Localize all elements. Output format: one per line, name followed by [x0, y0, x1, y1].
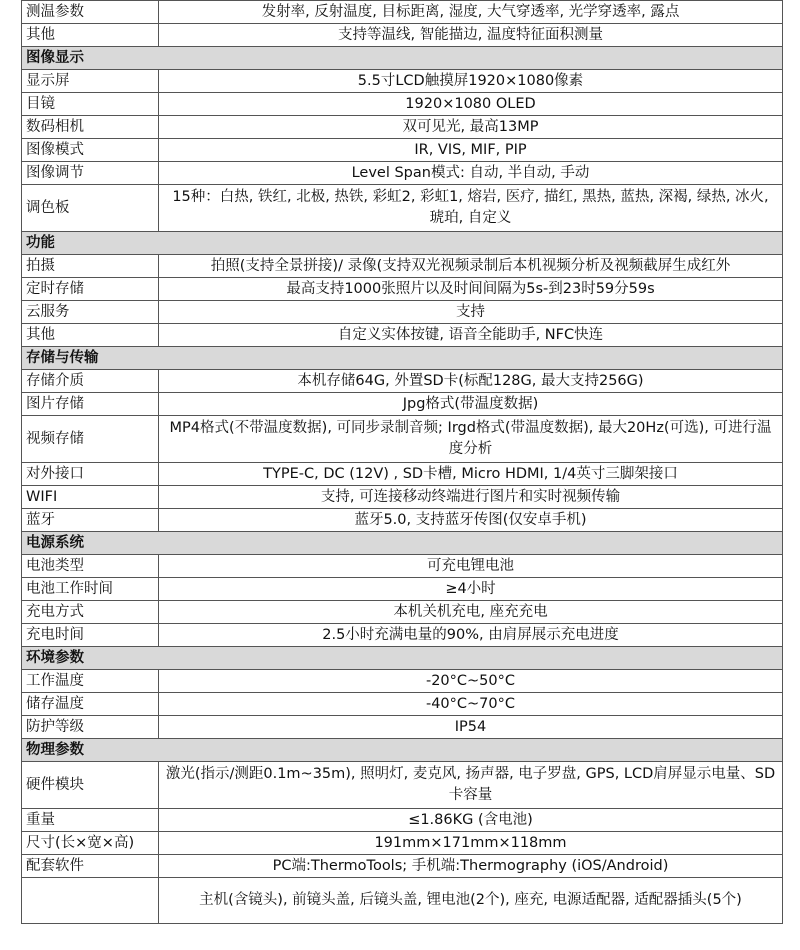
spec-label	[22, 878, 159, 924]
spec-value: MP4格式(不带温度数据), 可同步录制音频; Irgd格式(带温度数据), 最大20Hz(可选), 可进行温度分析	[159, 416, 783, 463]
spec-row	[22, 1, 783, 24]
spec-value: 蓝牙5.0, 支持蓝牙传图(仅安卓手机)	[159, 509, 783, 532]
spec-value: TYPE-C, DC (12V) , SD卡槽, Micro HDMI, 1/4英寸三脚架接口	[159, 463, 783, 486]
section-header-row	[22, 347, 783, 370]
spec-label: 调色板	[22, 185, 159, 232]
spec-value: IP54	[159, 716, 783, 739]
section-title: 功能	[22, 232, 783, 255]
spec-label: 定时存储	[22, 278, 159, 301]
spec-value: PC端:ThermoTools; 手机端:Thermography (iOS/Android)	[159, 855, 783, 878]
spec-row	[22, 24, 783, 47]
spec-label: 防护等级	[22, 716, 159, 739]
spec-label: 其他	[22, 24, 159, 47]
section-title: 图像显示	[22, 47, 783, 70]
spec-value: -20°C~50°C	[159, 670, 783, 693]
section-title: 存储与传输	[22, 347, 783, 370]
section-title: 物理参数	[22, 739, 783, 762]
spec-table-body	[22, 1, 783, 924]
spec-value: 本机关机充电, 座充充电	[159, 601, 783, 624]
spec-value: ≥4小时	[159, 578, 783, 601]
spec-row	[22, 393, 783, 416]
spec-value: 1920×1080 OLED	[159, 93, 783, 116]
spec-row	[22, 716, 783, 739]
spec-value: 2.5小时充满电量的90%, 由肩屏展示充电进度	[159, 624, 783, 647]
spec-row	[22, 509, 783, 532]
spec-value: 主机(含镜头), 前镜头盖, 后镜头盖, 锂电池(2个), 座充, 电源适配器, 适配器插头(5个)	[159, 878, 783, 924]
spec-row	[22, 301, 783, 324]
spec-row	[22, 139, 783, 162]
spec-row	[22, 416, 783, 463]
section-header-row	[22, 232, 783, 255]
spec-value: IR, VIS, MIF, PIP	[159, 139, 783, 162]
spec-value: Level Span模式: 自动, 半自动, 手动	[159, 162, 783, 185]
spec-row	[22, 93, 783, 116]
spec-label: 充电时间	[22, 624, 159, 647]
spec-label: 目镜	[22, 93, 159, 116]
spec-row	[22, 70, 783, 93]
spec-row	[22, 486, 783, 509]
spec-label: 配套软件	[22, 855, 159, 878]
spec-row	[22, 624, 783, 647]
spec-label: 充电方式	[22, 601, 159, 624]
spec-value: -40°C~70°C	[159, 693, 783, 716]
spec-label: 数码相机	[22, 116, 159, 139]
spec-label: 拍摄	[22, 255, 159, 278]
spec-label: 测温参数	[22, 1, 159, 24]
spec-label: 图像调节	[22, 162, 159, 185]
spec-label: 视频存储	[22, 416, 159, 463]
spec-label: 图片存储	[22, 393, 159, 416]
section-header-row	[22, 47, 783, 70]
section-header-row	[22, 532, 783, 555]
spec-value: 本机存储64G, 外置SD卡(标配128G, 最大支持256G)	[159, 370, 783, 393]
spec-row	[22, 762, 783, 809]
spec-row	[22, 809, 783, 832]
section-header-row	[22, 739, 783, 762]
spec-value: 支持, 可连接移动终端进行图片和实时视频传输	[159, 486, 783, 509]
spec-value: 支持等温线, 智能描边, 温度特征面积测量	[159, 24, 783, 47]
section-title: 环境参数	[22, 647, 783, 670]
spec-row	[22, 324, 783, 347]
spec-value: 拍照(支持全景拼接)/ 录像(支持双光视频录制后本机视频分析及视频截屏生成红外	[159, 255, 783, 278]
spec-row	[22, 555, 783, 578]
spec-row	[22, 185, 783, 232]
spec-label: 对外接口	[22, 463, 159, 486]
spec-row	[22, 255, 783, 278]
spec-row	[22, 578, 783, 601]
spec-label: 云服务	[22, 301, 159, 324]
spec-row	[22, 855, 783, 878]
spec-row	[22, 601, 783, 624]
spec-row	[22, 832, 783, 855]
spec-label: 蓝牙	[22, 509, 159, 532]
spec-label: 工作温度	[22, 670, 159, 693]
spec-label: 存储介质	[22, 370, 159, 393]
spec-label: 储存温度	[22, 693, 159, 716]
spec-value: 自定义实体按键, 语音全能助手, NFC快连	[159, 324, 783, 347]
section-header-row	[22, 647, 783, 670]
spec-row	[22, 463, 783, 486]
spec-row	[22, 370, 783, 393]
spec-value: 支持	[159, 301, 783, 324]
spec-row	[22, 693, 783, 716]
spec-label: 电池工作时间	[22, 578, 159, 601]
spec-row	[22, 878, 783, 924]
spec-label: 图像模式	[22, 139, 159, 162]
spec-value: 191mm×171mm×118mm	[159, 832, 783, 855]
spec-label: 重量	[22, 809, 159, 832]
section-title: 电源系统	[22, 532, 783, 555]
spec-row	[22, 162, 783, 185]
spec-label: 显示屏	[22, 70, 159, 93]
spec-row	[22, 116, 783, 139]
spec-label: 电池类型	[22, 555, 159, 578]
spec-value: 最高支持1000张照片以及时间间隔为5s-到23时59分59s	[159, 278, 783, 301]
spec-value: 双可见光, 最高13MP	[159, 116, 783, 139]
spec-value: 激光(指示/测距0.1m~35m), 照明灯, 麦克风, 扬声器, 电子罗盘, GPS, LCD肩屏显示电量、SD卡容量	[159, 762, 783, 809]
spec-row	[22, 670, 783, 693]
spec-value: Jpg格式(带温度数据)	[159, 393, 783, 416]
spec-value: 5.5寸LCD触摸屏1920×1080像素	[159, 70, 783, 93]
spec-value: 15种：白热, 铁红, 北极, 热铁, 彩虹2, 彩虹1, 熔岩, 医疗, 描红, 黑热, 蓝热, 深褐, 绿热, 冰火, 琥珀, 自定义	[159, 185, 783, 232]
spec-row	[22, 278, 783, 301]
spec-value: ≤1.86KG (含电池)	[159, 809, 783, 832]
spec-value: 发射率, 反射温度, 目标距离, 湿度, 大气穿透率, 光学穿透率, 露点	[159, 1, 783, 24]
spec-label: 尺寸(长×宽×高)	[22, 832, 159, 855]
spec-table	[21, 0, 783, 924]
spec-value: 可充电锂电池	[159, 555, 783, 578]
spec-label: WIFI	[22, 486, 159, 509]
spec-label: 其他	[22, 324, 159, 347]
spec-label: 硬件模块	[22, 762, 159, 809]
